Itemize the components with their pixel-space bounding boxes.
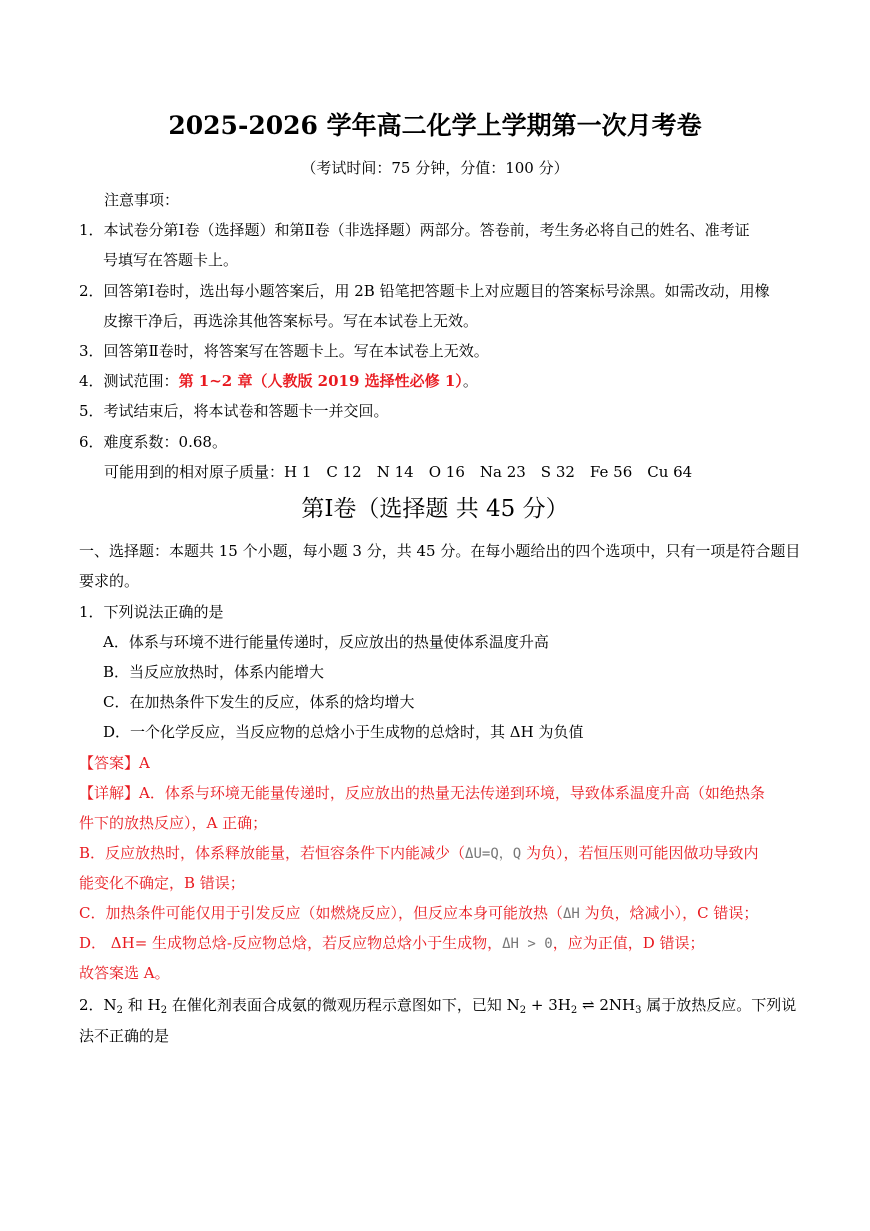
exam-subtitle: （考试时间：75 分钟，分值：100 分） [301, 159, 569, 177]
question-1-conclusion: 故答案选 A。 [79, 964, 170, 982]
equation: $N_2 + 3H_2$ ⇌ $2NH_3$ [506, 996, 642, 1016]
question-1-option-b: B．当反应放热时，体系内能增大 [103, 663, 325, 681]
formula-image: ΔU=Q，Q [465, 846, 522, 862]
section-intro-cont: 要求的。 [79, 572, 140, 590]
question-1-answer: 【答案】A [79, 754, 150, 772]
conjunction: 和 [123, 996, 148, 1014]
notice-text: 考试结束后，将本试卷和答题卡一并交回。 [103, 402, 389, 420]
notice-item-1 [79, 220, 750, 240]
detail-text: C．加热条件可能仅用于引发反应（如燃烧反应），但反应本身可能放热（ [79, 904, 563, 922]
notice-item-1-cont: 号填写在答题卡上。 [103, 251, 239, 269]
notice-text: 测试范围： [103, 372, 179, 390]
question-number: 2． [79, 996, 104, 1014]
notice-item-5 [79, 401, 389, 421]
section-intro: 一、选择题：本题共 15 个小题，每小题 3 分，共 45 分。在每小题给出的四个选项中，只有一项是符合题目 [79, 542, 801, 560]
notice-number: 6． [79, 433, 104, 451]
notice-number: 1． [79, 221, 104, 239]
question-1-detail-b [79, 843, 758, 864]
notice-item-2-cont: 皮擦干净后，再选涂其他答案标号。写在本试卷上无效。 [103, 312, 479, 330]
notice-item-6 [79, 432, 227, 452]
detail-text: B．反应放热时，体系释放能量，若恒容条件下内能减少（ [79, 844, 466, 862]
stem-text: 在催化剂表面合成氨的微观历程示意图如下，已知 [167, 996, 507, 1014]
notice-item-2 [79, 281, 770, 301]
notice-text: 难度系数：0.68。 [103, 433, 227, 451]
question-1-option-c: C．在加热条件下发生的反应，体系的焓均增大 [103, 693, 415, 711]
question-1-option-d: D．一个化学反应，当反应物的总焓小于生成物的总焓时，其 ΔH 为负值 [103, 723, 584, 741]
question-1-detail-a-cont: 件下的放热反应），A 正确； [79, 814, 268, 832]
notice-number: 2． [79, 282, 104, 300]
question-1-stem: 1．下列说法正确的是 [79, 603, 224, 621]
question-2-stem-cont: 法不正确的是 [79, 1027, 170, 1045]
section-title: 第Ⅰ卷（选择题 共 45 分） [301, 496, 569, 522]
notice-text: 回答第Ⅱ卷时，将答案写在答题卡上。写在本试卷上无效。 [103, 342, 489, 360]
notice-number: 5． [79, 402, 104, 420]
question-1-detail-d [79, 933, 705, 954]
detail-text-end: 为负，焓减小），C 错误； [579, 904, 759, 922]
formula-h2: $H_2$ [147, 996, 168, 1016]
test-scope: 第 1~2 章（人教版 2019 选择性必修 1） [178, 372, 463, 390]
notice-number: 4． [79, 372, 104, 390]
notice-text: 回答第Ⅰ卷时，选出每小题答案后，用 2B 铅笔把答题卡上对应题目的答案标号涂黑。如需改动，用橡 [103, 282, 770, 300]
stem-text-end: 属于放热反应。下列说 [641, 996, 797, 1014]
notice-text: 本试卷分第Ⅰ卷（选择题）和第Ⅱ卷（非选择题）两部分。答卷前，考生务必将自己的姓名、准考证 [103, 221, 750, 239]
detail-text-end: ，应为正值，D 错误； [552, 934, 705, 952]
notice-text-end: 。 [462, 372, 478, 390]
atomic-masses: 可能用到的相对原子质量：H 1 C 12 N 14 O 16 Na 23 S 32 Fe 56 Cu 64 [104, 463, 693, 481]
notice-heading: 注意事项： [104, 191, 180, 209]
notice-number: 3． [79, 342, 104, 360]
question-2-stem [79, 995, 796, 1021]
question-1-detail-c [79, 903, 758, 924]
detail-text-end: 为负），若恒压则可能因做功导致内 [521, 844, 759, 862]
detail-text: D． ΔH= 生成物总焓-反应物总焓，若反应物总焓小于生成物， [79, 934, 503, 952]
notice-item-3 [79, 341, 489, 361]
notice-item-4 [79, 371, 478, 391]
formula-n2: $N_2$ [103, 996, 124, 1016]
question-1-option-a: A．体系与环境不进行能量传递时，反应放出的热量使体系温度升高 [103, 633, 549, 651]
formula-image: ΔH > 0 [502, 936, 553, 952]
page-title: 2025-2026 学年高二化学上学期第一次月考卷 [168, 111, 702, 140]
formula-image: ΔH [562, 906, 580, 922]
question-1-detail-a: 【详解】A．体系与环境无能量传递时，反应放出的热量无法传递到环境，导致体系温度升高（如绝热条 [79, 784, 765, 802]
question-1-detail-b-cont: 能变化不确定，B 错误； [79, 874, 245, 892]
